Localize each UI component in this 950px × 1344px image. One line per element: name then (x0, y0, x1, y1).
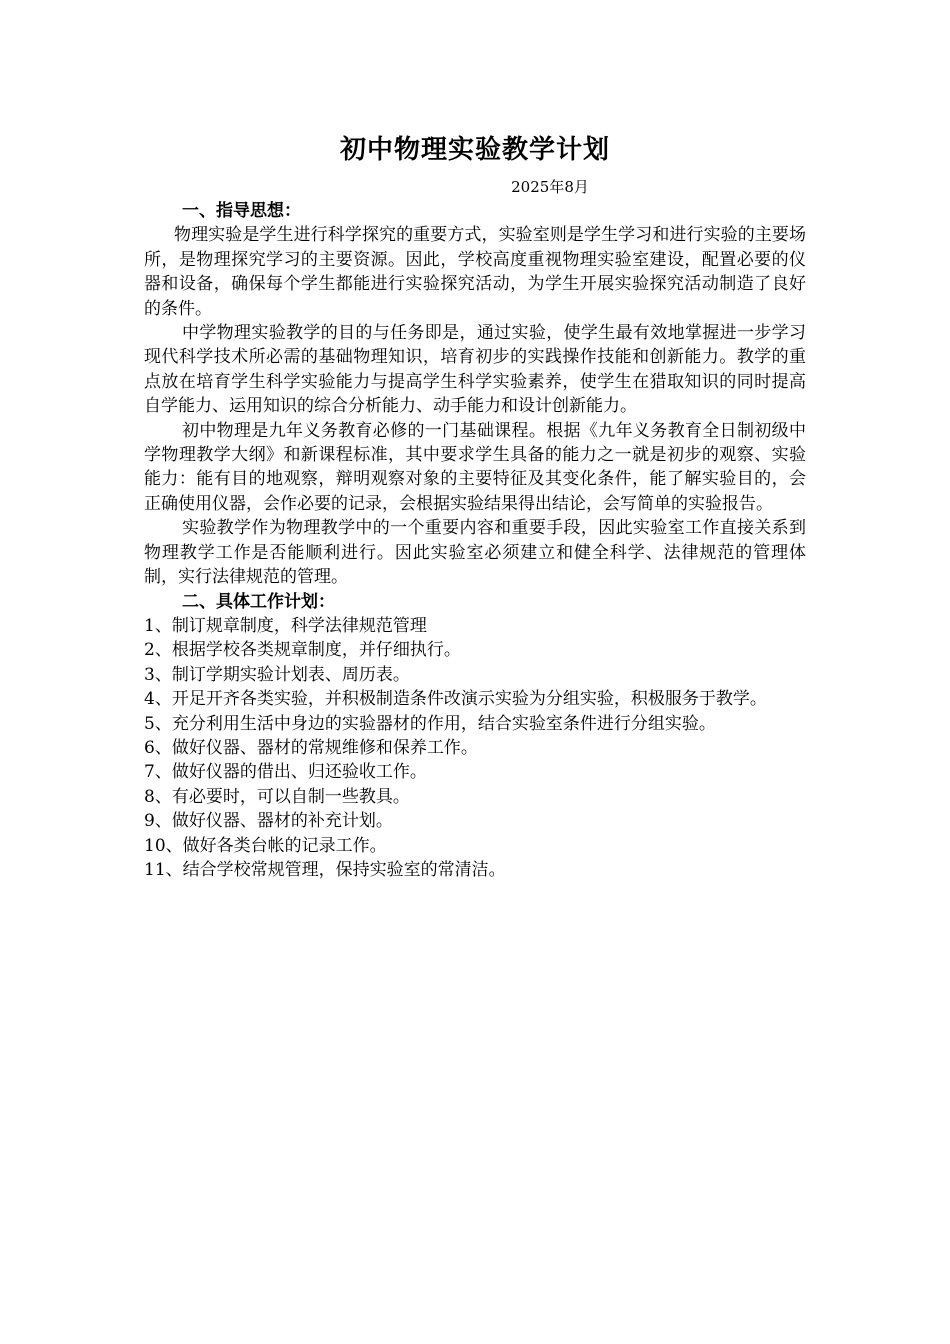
list-item: 9、做好仪器、器材的补充计划。 (144, 811, 393, 832)
section-heading-work-plan: 二、具体工作计划： (182, 591, 335, 612)
list-item: 3、制订学期实验计划表、周历表。 (144, 664, 410, 685)
paragraph: 中学物理实验教学的目的与任务即是，通过实验，使学生最有效地掌握进一步学习现代科学技术所必需的基础物理知识，培育初步的实践操作技能和创新能力。教学的重点放在培育学生科学实验能力与提高学生科学实验素养，使学生在猎取知识的同时提高自学能力、运用知识的综合分析能力、动手能力和设计创新能力。 (144, 323, 806, 417)
list-item: 2、根据学校各类规章制度，并仔细执行。 (144, 640, 461, 661)
list-item: 10、做好各类台帐的记录工作。 (144, 835, 387, 856)
paragraph: 物理实验是学生进行科学探究的重要方式，实验室则是学生学习和进行实验的主要场所，是物理探究学习的主要资源。因此，学校高度重视物理实验室建设，配置必要的仪器和设备，确保每个学生都能进行实验探究活动，为学生开展实验探究活动制造了良好的条件。 (144, 225, 806, 319)
section-heading-guiding-thought: 一、指导思想： (182, 201, 301, 221)
list-item: 1、制订规章制度，科学法律规范管理 (144, 615, 427, 636)
list-item: 4、开足开齐各类实验，并积极制造条件改演示实验为分组实验，积极服务于教学。 (144, 689, 767, 710)
paragraph: 初中物理是九年义务教育必修的一门基础课程。根据《九年义务教育全日制初级中学物理教学大纲》和新课程标准，其中要求学生具备的能力之一就是初步的观察、实验能力：能有目的地观察，辩明观察对象的主要特征及其变化条件，能了解实验目的，会正确使用仪器，会作必要的记录，会根据实验结果得出结论，会写简单的实验报告。 (144, 420, 806, 514)
work-plan-list (144, 614, 806, 882)
document-body (144, 199, 806, 882)
document-date: 2025年8月 (511, 178, 589, 196)
list-item: 8、有必要时，可以自制一些教具。 (144, 786, 410, 807)
list-item: 6、做好仪器、器材的常规维修和保养工作。 (144, 737, 478, 758)
document-title: 初中物理实验教学计划 (339, 135, 610, 165)
list-item: 7、做好仪器的借出、归还验收工作。 (144, 762, 427, 783)
list-item: 5、充分利用生活中身边的实验器材的作用，结合实验室条件进行分组实验。 (144, 713, 716, 734)
paragraph: 实验教学作为物理教学中的一个重要内容和重要手段，因此实验室工作直接关系到物理教学工作是否能顺利进行。因此实验室必须建立和健全科学、法律规范的管理体制，实行法律规范的管理。 (144, 518, 806, 588)
list-item: 11、结合学校常规管理，保持实验室的常清洁。 (144, 859, 506, 880)
